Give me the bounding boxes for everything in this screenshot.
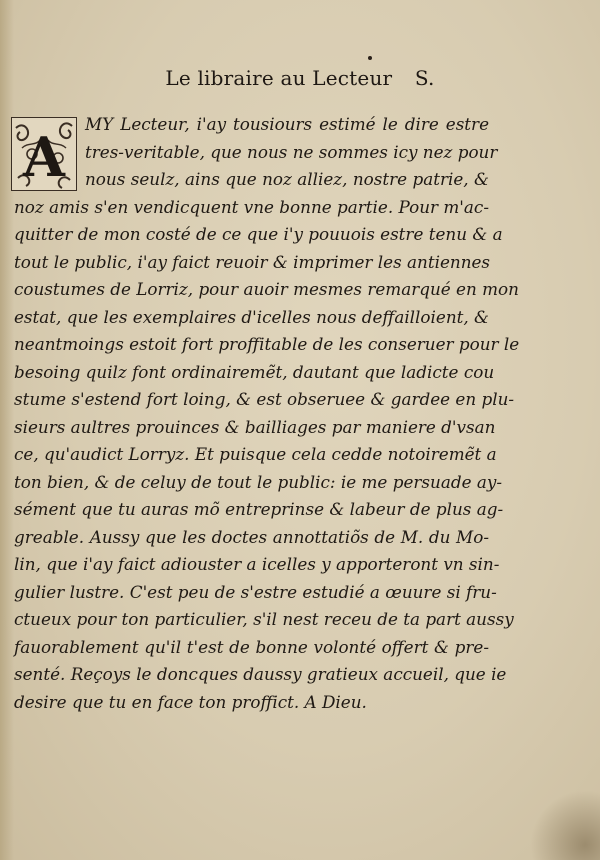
text-line: MY Lecteur, i'ay tousiours estimé le dire estre <box>85 114 489 134</box>
running-header <box>0 66 600 90</box>
text-line: besoing quilz font ordinairemẽt, dautant que ladicte cou <box>14 361 495 382</box>
text-line: ce, qu'audict Lorryz. Et puisque cela cedde notoiremẽt a <box>14 444 497 464</box>
header-title: Le libraire au Lecteur <box>165 66 393 90</box>
ink-dot <box>368 56 372 60</box>
text-line: neantmoings estoit fort proffitable de les conseruer pour le <box>14 334 520 354</box>
text-line: nous seulz, ains que noz alliez, nostre patrie, & <box>85 169 489 189</box>
body-text <box>14 111 520 716</box>
page-corner-stain <box>530 790 600 860</box>
signature-mark: S. <box>414 66 435 90</box>
text-line: gulier lustre. C'est peu de s'estre estudié a œuure si fru- <box>14 581 497 602</box>
text-line: coustumes de Lorriz, pour auoir mesmes remarqué en mon <box>14 279 519 299</box>
text-line: lin, que i'ay faict adiouster a icelles y apporteront vn sin- <box>14 554 500 574</box>
text-line: sément que tu auras mõ entreprinse & labeur de plus ag- <box>14 499 504 519</box>
text-line: senté. Reçoys le doncques daussy gratieux accueil, que ie <box>14 664 507 684</box>
text-line: estat, que les exemplaires d'icelles nous deffailloient, & <box>14 306 489 327</box>
text-line: ton bien, & de celuy de tout le public: ie me persuade ay- <box>14 471 502 492</box>
text-line: tout le public, i'ay faict reuoir & imprimer les antiennes <box>14 251 491 272</box>
text-line: tres-veritable, que nous ne sommes icy nez pour <box>85 141 498 162</box>
text-line: stume s'estend fort loing, & est obseruee & gardee en plu- <box>14 389 515 409</box>
text-line: noz amis s'en vendicquent vne bonne partie. Pour m'ac- <box>14 196 489 217</box>
text-line: fauorablement qu'il t'est de bonne volonté offert & pre- <box>14 636 489 657</box>
text-line: sieurs aultres prouinces & bailliages par maniere d'vsan <box>14 416 496 437</box>
text-line: desire que tu en face ton proffict. A Dieu. <box>14 691 367 712</box>
text-line: greable. Aussy que les doctes annottatiõs de M. du Mo- <box>14 526 489 547</box>
initial-letter: A <box>23 125 65 189</box>
text-line: ctueux pour ton particulier, s'il nest receu de ta part aussy <box>14 609 514 629</box>
text-line: quitter de mon costé de ce que i'y pouuois estre tenu & a <box>14 224 503 244</box>
